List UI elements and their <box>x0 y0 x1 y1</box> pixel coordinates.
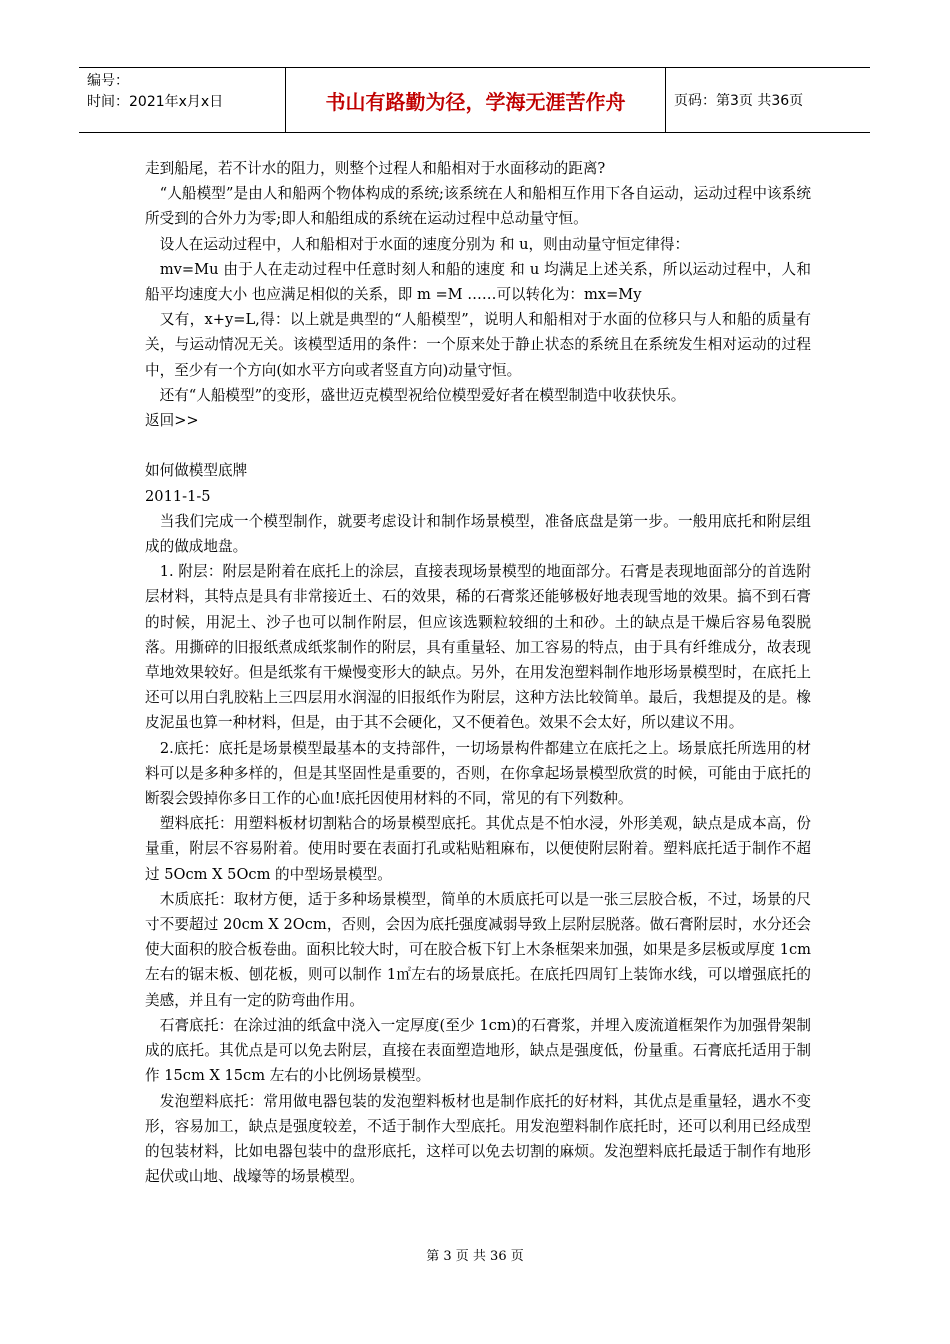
back-link[interactable]: 返回>> <box>145 412 199 430</box>
article-paragraph: 1. 附层：附层是附着在底托上的涂层，直接表现场景模型的地面部分。石膏是表现地面部分的首选附层材料，其特点是具有非常接近土、石的效果，稀的石膏浆还能够极好地表现雪地的效果。搞不到石膏的时候，用泥土、沙子也可以制作附层，但应该选颗粒较细的土和砂。土的缺点是干燥后容易龟裂脱落。用撕碎的旧报纸煮成纸浆制作的附层，具有重量轻、加工容易的特点，由于具有纤维成分，故表现草地效果较好。但是纸浆有干燥慢变形大的缺点。另外，在用发泡塑料制作地形场景模型时，在底托上还可以用白乳胶粘上三四层用水润湿的旧报纸作为附层，这种方法比较简单。最后，我想提及的是。橡皮泥虽也算一种材料，但是，由于其不会硬化，又不便着色。效果不会太好，所以建议不用。 <box>145 563 811 732</box>
body-paragraph: 设人在运动过程中，人和船相对于水面的速度分别为 和 u，则由动量守恒定律得： <box>145 235 690 253</box>
header-meta <box>79 68 285 132</box>
page-header <box>79 67 870 133</box>
document-number-label: 编号： <box>87 73 129 89</box>
body-paragraph: 又有，x+y=L,得：以上就是典型的“人船模型”，说明人和船相对于水面的位移只与人和船的质量有关，与运动情况无关。该模型适用的条件：一个原来处于静止状态的系统且在系统发生相对运动的过程中，至少有一个方向(如水平方向或者竖直方向)动量守恒。 <box>145 311 811 379</box>
article-paragraph: 石膏底托：在涂过油的纸盒中浇入一定厚度(至少 1cm)的石膏浆，并埋入废流道框架作为加强骨架制成的底托。其优点是可以免去附层，直接在表面塑造地形，缺点是强度低，份量重。石膏底托适用于制作 15cm X 15cm 左右的小比例场景模型。 <box>145 1016 811 1085</box>
article-paragraph: 当我们完成一个模型制作，就要考虑设计和制作场景模型，准备底盘是第一步。一般用底托和附层组成的做成地盘。 <box>145 512 811 556</box>
article-paragraph: 2.底托：底托是场景模型最基本的支持部件，一切场景构件都建立在底托之上。场景底托所选用的材料可以是多种多样的，但是其坚固性是重要的，否则，在你拿起场景模型欣赏的时候，可能由于底托的断裂会毁掉你多日工作的心血!底托因使用材料的不同，常见的有下列数种。 <box>145 739 811 808</box>
header-page-number: 页码：第3页 共36页 <box>674 93 804 109</box>
header-motto: 书山有路勤为径，学海无涯苦作舟 <box>285 68 666 132</box>
article-title: 如何做模型底牌 <box>145 462 248 480</box>
article-date: 2011-1-5 <box>145 487 211 505</box>
section-spacer <box>145 433 811 458</box>
body-paragraph: 还有“人船模型”的变形，盛世迈克模型祝给位模型爱好者在模型制造中收获快乐。 <box>145 386 686 404</box>
body-paragraph: “人船模型”是由人和船两个物体构成的系统;该系统在人和船相互作用下各自运动，运动过程中该系统所受到的合外力为零;即人和船组成的系统在运动过程中总动量守恒。 <box>145 185 811 228</box>
article-paragraph: 发泡塑料底托：常用做电器包装的发泡塑料板材也是制作底托的好材料，其优点是重量轻，遇水不变形，容易加工，缺点是强度较差，不适于制作大型底托。用发泡塑料制作底托时，还可以利用已经成型的包装材料，比如电器包装中的盘形底托，这样可以免去切割的麻烦。发泡塑料底托最适于制作有地形起伏或山地、战壕等的场景模型。 <box>145 1092 811 1186</box>
page-footer: 第 3 页 共 36 页 <box>426 1249 524 1264</box>
article-paragraph: 木质底托：取材方便，适于多种场景模型，简单的木质底托可以是一张三层胶合板，不过，场景的尺寸不要超过 20cm X 2Ocm，否则，会因为底托强度减弱导致上层附层脱落。做石膏附层时，水分还会使大面积的胶合板卷曲。面积比较大时，可在胶合板下钉上木条框架来加强，如果是多层板或厚度 1cm 左右的锯末板、刨花板，则可以制作 1㎡左右的场景底托。在底托四周钉上装饰水线，可以增强底托的美感，并且有一定的防弯曲作用。 <box>145 890 811 1009</box>
article-paragraph: 塑料底托：用塑料板材切割粘合的场景模型底托。其优点是不怕水浸，外形美观，缺点是成本高，份量重，附层不容易附着。使用时要在表面打孔或粘贴粗麻布，以便使附层附着。塑料底托适于制作不超过 5Ocm X 5Ocm 的中型场景模型。 <box>145 815 811 883</box>
body-paragraph: 走到船尾，若不计水的阻力，则整个过程人和船相对于水面移动的距离? <box>145 160 606 177</box>
document-body <box>145 156 811 1189</box>
body-paragraph: mv=Mu 由于人在走动过程中任意时刻人和船的速度 和 u 均满足上述关系，所以运动过程中，人和船平均速度大小 也应满足相似的关系，即 m =M ……可以转化为：mx=My <box>145 260 811 304</box>
document-date-label: 时间：2021年x月x日 <box>87 94 224 110</box>
